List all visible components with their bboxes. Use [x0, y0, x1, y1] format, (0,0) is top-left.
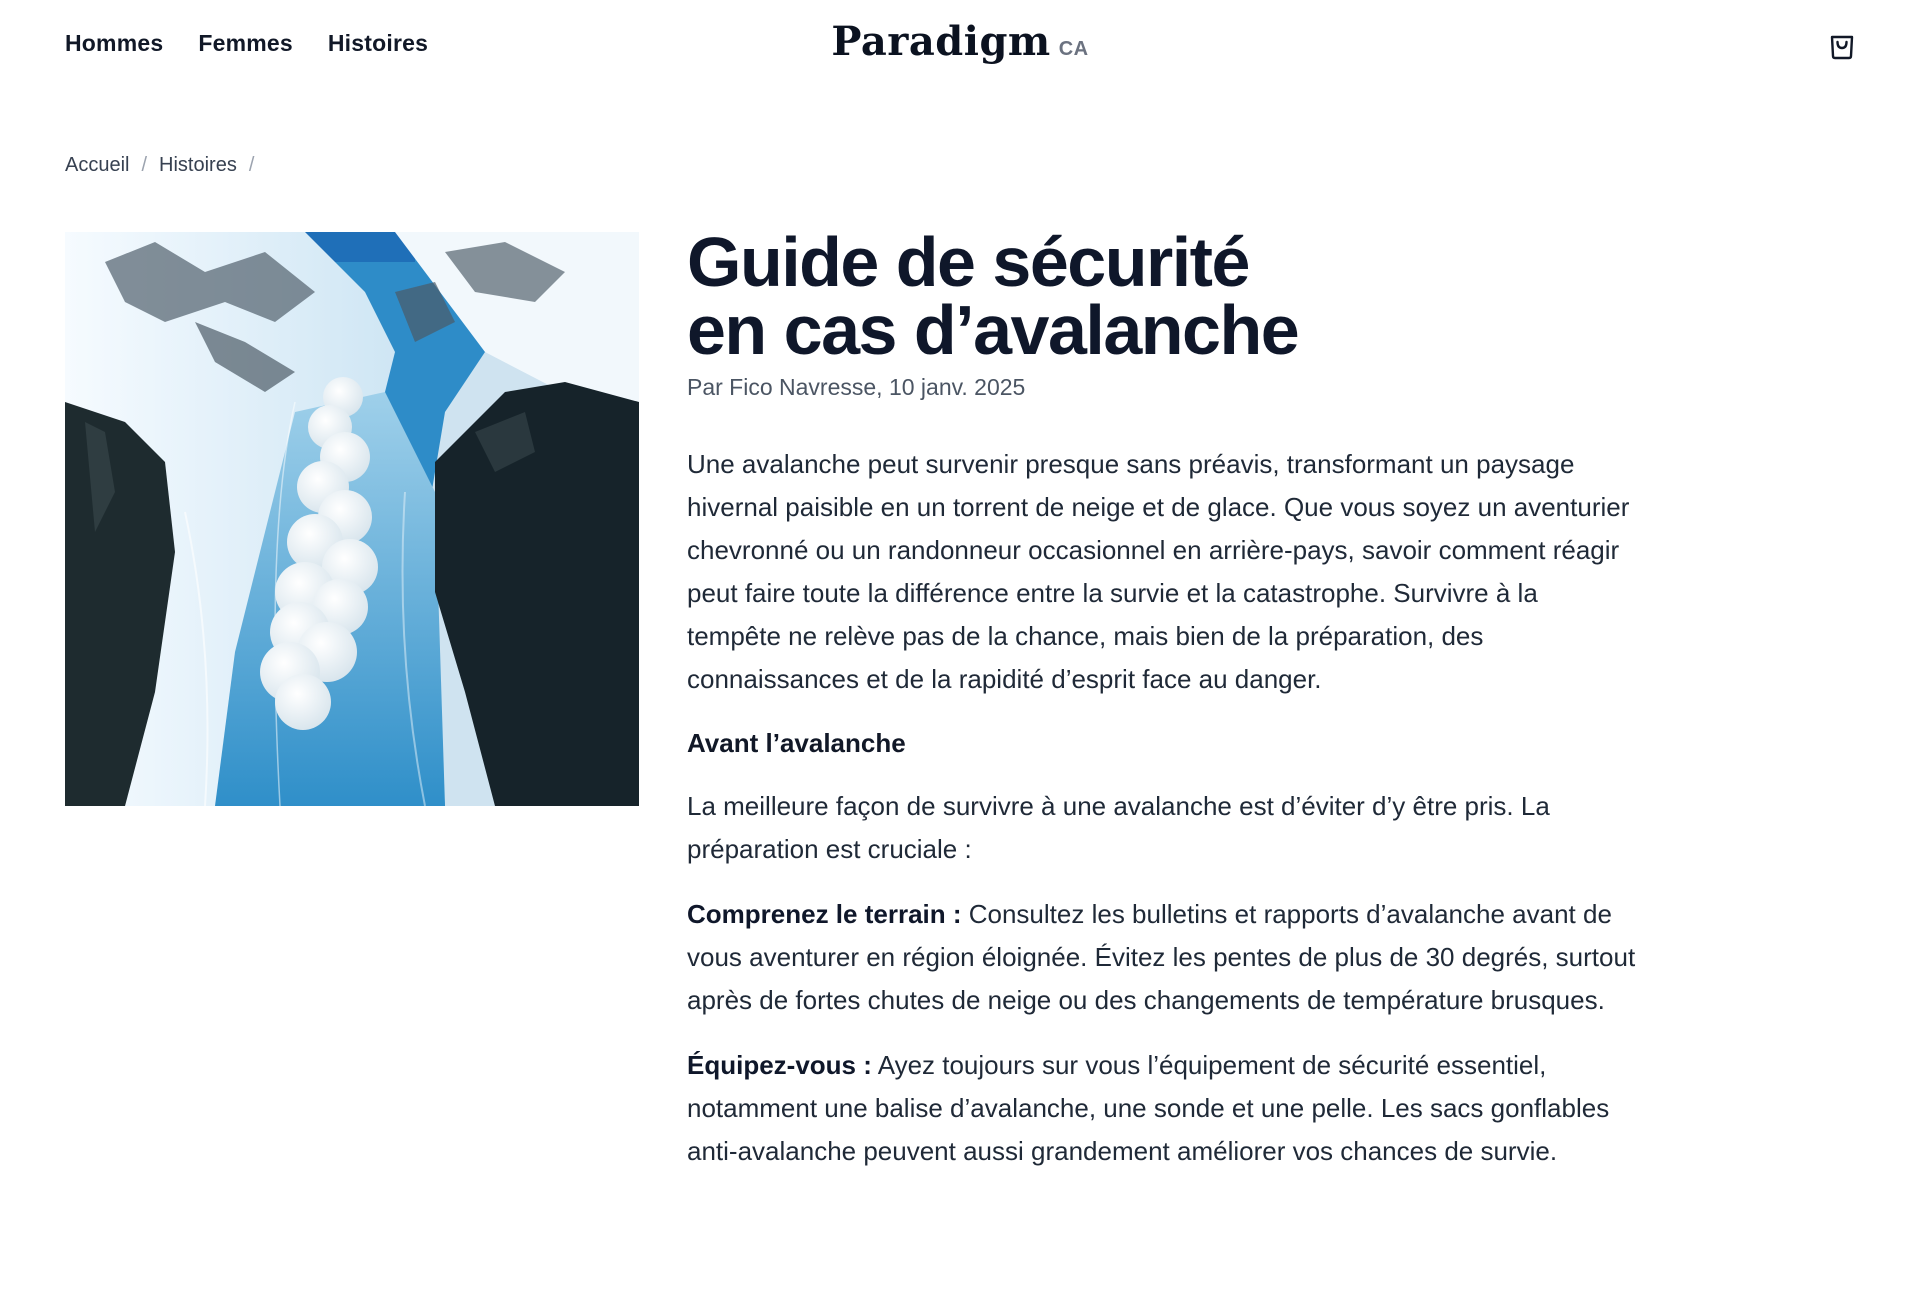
article-title: [687, 223, 1647, 369]
tip-text: Ayez toujours sur vous l’équipement de sécurité essentiel, notamment une balise d’avalanche, une sonde et une pelle. Les sacs gonflables anti-avalanche peuvent aussi grandement améliorer vos chances de survie.: [687, 1050, 1610, 1166]
main-nav: [65, 30, 428, 57]
section-intro: La meilleure façon de survivre à une avalanche est d’éviter d’y être pris. La préparation est cruciale :: [687, 791, 1550, 864]
breadcrumb-home[interactable]: Accueil: [65, 154, 130, 176]
section-heading: Avant l’avalanche: [687, 728, 906, 758]
breadcrumb-stories[interactable]: Histoires: [159, 154, 237, 176]
shopping-bag-icon: [1826, 29, 1858, 61]
nav-item-femmes[interactable]: Femmes: [198, 30, 293, 56]
breadcrumb-separator: /: [248, 154, 255, 176]
nav-item-histoires[interactable]: Histoires: [327, 30, 429, 56]
tip-paragraph: [687, 893, 1637, 1022]
tip-label: Comprenez le terrain :: [687, 899, 962, 929]
article-intro: Une avalanche peut survenir presque sans préavis, transformant un paysage hivernal paisible en un torrent de neige et de glace. Que vous soyez un aventurier chevronné ou un randonneur occasionnel en arrière-pays, savoir comment réagir peut faire toute la différence entre la survie et la catastrophe. Survivre à la tempête ne relève pas de la chance, mais bien de la préparation, des connaissances et de la rapidité d’esprit face au danger.: [687, 449, 1630, 694]
hero-image: [65, 232, 639, 806]
brand-region: CA: [1058, 38, 1089, 60]
tip-text: Consultez les bulletins et rapports d’avalanche avant de vous aventurer en région éloignée. Évitez les pentes de plus de 30 degrés, surtout après de fortes chutes de neige ou des changements de température brusques.: [687, 899, 1636, 1015]
article: [687, 223, 1647, 1195]
article-title-line-1: Guide de sécurité: [687, 223, 1249, 301]
tip-label: Équipez-vous :: [687, 1050, 872, 1080]
brand-logo[interactable]: [831, 18, 1088, 65]
tip-paragraph: [687, 1044, 1637, 1173]
brand-name: Paradigm: [831, 18, 1051, 65]
article-byline: Par Fico Navresse, 10 janv. 2025: [687, 374, 1026, 400]
breadcrumb-separator: /: [141, 154, 148, 176]
avalanche-photo: [65, 232, 639, 806]
cart-button[interactable]: [1826, 29, 1858, 61]
breadcrumb: [65, 154, 254, 177]
article-title-line-2: en cas d’avalanche: [687, 291, 1299, 369]
nav-item-hommes[interactable]: Hommes: [65, 30, 164, 56]
article-body: [687, 443, 1637, 1173]
site-header: [0, 0, 1920, 92]
